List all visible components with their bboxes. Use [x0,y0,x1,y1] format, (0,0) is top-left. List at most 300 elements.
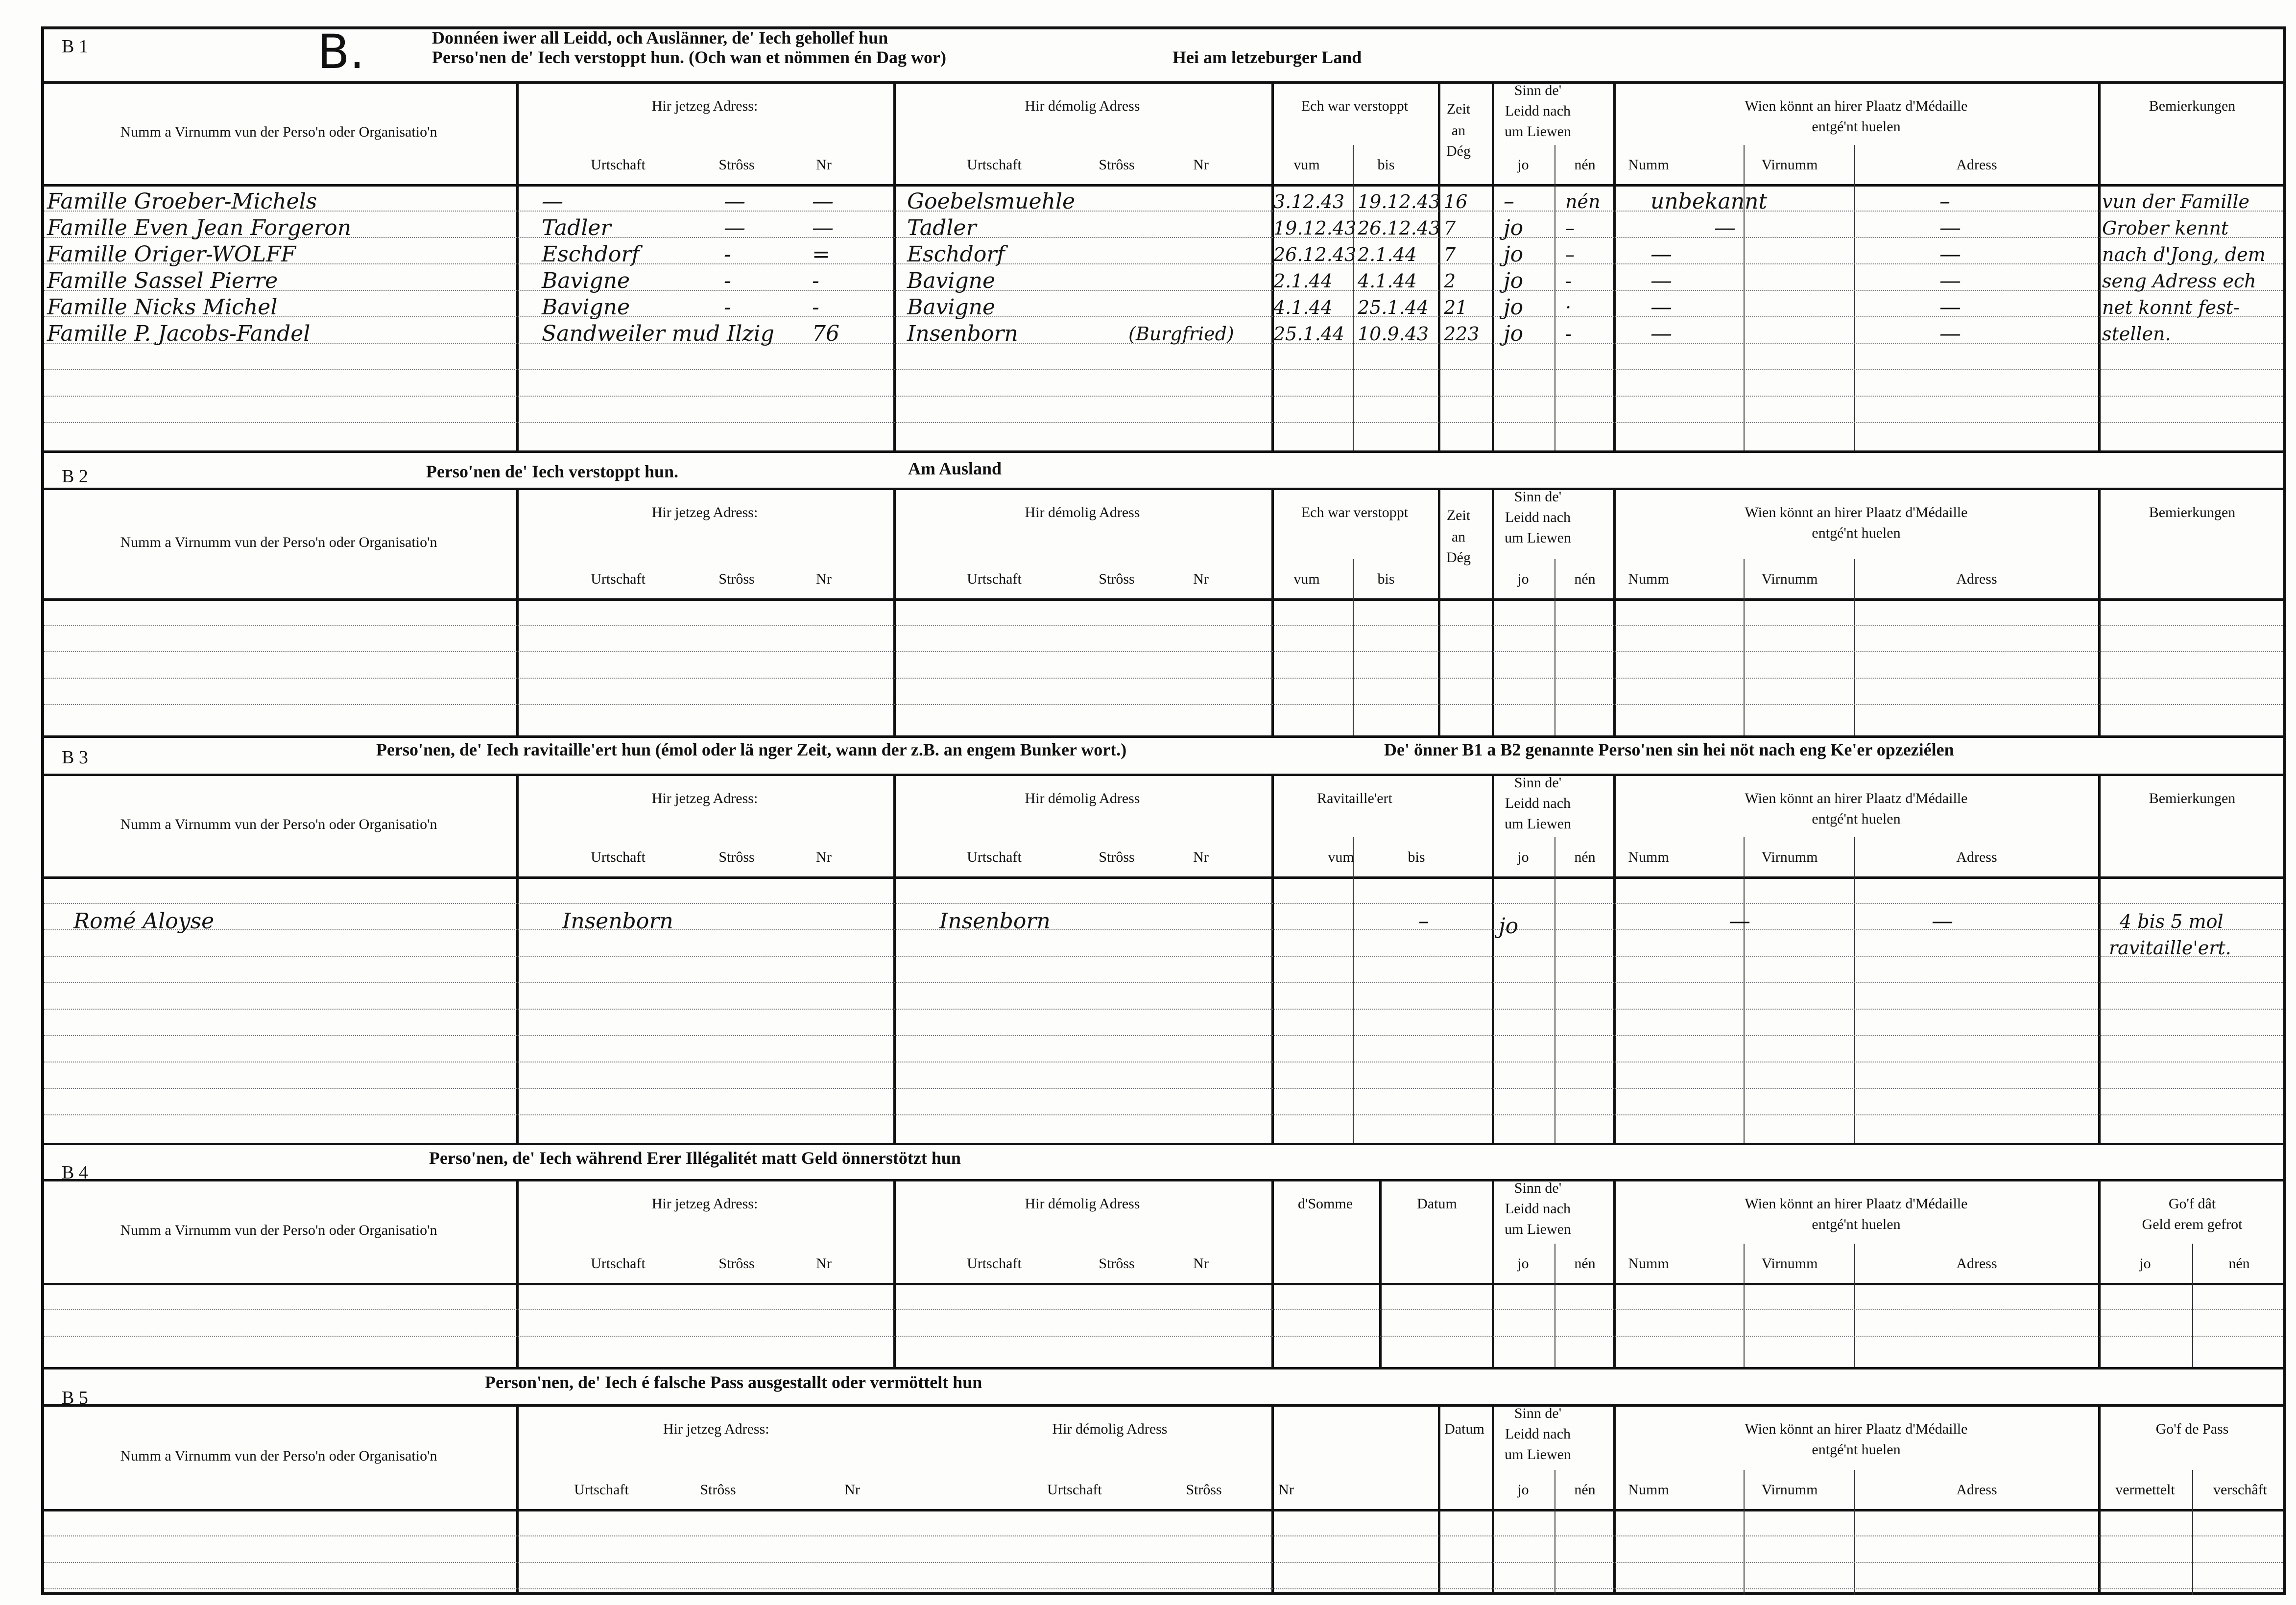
b1-title-line3: Hei am letzeburger Land [1172,47,1362,67]
col-supplied-b3: Ravitaille'ert [1317,790,1392,806]
entry-name: Famille Nicks Michel [47,295,278,320]
col-medal1-b1: Wien könnt an hirer Plaatz d'Médaille [1745,98,1968,114]
col-line-b4-2 [1271,1179,1274,1367]
col-alive3-b5: um Liewen [1505,1446,1571,1463]
col-m-addr-b1: Adress [1956,157,1997,173]
col-medal2-b2: entgé'nt huelen [1812,525,1901,541]
col-m-first-b2: Virnumm [1761,571,1818,587]
entry-yes: jo [1504,321,1524,346]
col-line-b5-2 [1438,1404,1440,1595]
col-money-no-b4: nén [2228,1255,2250,1272]
col-line-b2-3 [1438,488,1440,735]
col-name-b2: Numm a Virnumm vun der Perso'n oder Organisatio'n [120,534,437,550]
col-line-b2-2 [1271,488,1274,735]
entry-town: Bavigne [542,295,630,320]
entry-from: 3.12.43 [1273,191,1345,212]
medal-line-b1-3786 [1854,145,1855,450]
col-line-b5-3 [1492,1404,1494,1595]
col-time1-b2: Zeit [1446,507,1471,523]
col-time3-b2: Dég [1446,549,1471,566]
entry-name: Romé Aloyse [73,909,215,934]
col-yes-b5: jo [1517,1482,1529,1498]
col-money2-b4: Geld erem gefrot [2142,1216,2243,1232]
col-current-addr-b4: Hir jetzeg Adress: [651,1196,758,1212]
col-fstreet-b5: Strôss [1186,1482,1222,1498]
entry-town: Insenborn [562,909,673,934]
medal-line-b4-3786 [1854,1244,1855,1367]
col-town-b4: Urtschaft [591,1255,646,1272]
section-divider-b4 [41,1143,2286,1145]
entry-medal-name: unbekannt [1650,189,1768,214]
b2-title-abroad: Am Ausland [908,459,1002,478]
medal-line-b4-3560 [1744,1244,1745,1367]
col-street-b5: Strôss [700,1482,736,1498]
col-alive3-b2: um Liewen [1505,530,1571,546]
col-nr-b4: Nr [816,1255,832,1272]
entry-former-town: Insenborn [939,909,1051,934]
section-id-b5: B 5 [62,1388,88,1408]
col-no-b1: nén [1574,157,1596,173]
entry-name: Famille Origer-WOLFF [47,242,296,267]
col-name-b1: Numm a Virnumm vun der Perso'n oder Organisatio'n [120,124,437,140]
col-m-name-b4: Numm [1628,1255,1669,1272]
entry-street: - [724,268,731,293]
entry-street: - [724,242,731,267]
col-line-b5-1 [1271,1404,1274,1595]
col-alive1-b1: Sinn de' [1514,82,1562,98]
entry-street: - [724,295,731,320]
col-current-addr-b1: Hir jetzeg Adress: [651,98,758,114]
col-no-b5: nén [1574,1482,1596,1498]
col-to-b2: bis [1377,571,1395,587]
col-ftown-b1: Urtschaft [967,157,1022,173]
ruled-line-b3 [44,1009,2283,1010]
entry-no: - [1565,270,1572,292]
col-from-b1: vum [1293,157,1320,173]
entry-to: 25.1.44 [1358,297,1429,318]
col-former-addr-b1: Hir démolig Adress [1025,98,1140,114]
col-line-b1-5 [1613,81,1616,450]
col-m-addr-b5: Adress [1956,1482,1997,1498]
col-fstreet-b3: Strôss [1099,849,1135,865]
ruled-line-b3 [44,956,2283,957]
col-yes-b3: jo [1517,849,1529,865]
entry-town: Eschdorf [542,242,640,267]
ruled-line-b3 [44,1088,2283,1089]
col-line-b2-5 [1613,488,1616,735]
col-fstreet-b1: Strôss [1099,157,1135,173]
entry-medal-addr: — [1939,242,1961,267]
col-alive1-b5: Sinn de' [1514,1405,1562,1421]
col-time2-b2: an [1451,529,1466,545]
col-remarks-b3: Bemierkungen [2149,790,2236,806]
ruled-line-b5 [44,1535,2283,1536]
col-current-addr-b3: Hir jetzeg Adress: [651,790,758,806]
col-medal1-b3: Wien könnt an hirer Plaatz d'Médaille [1745,790,1968,806]
form-letter: B. [317,24,365,79]
col-alive1-b2: Sinn de' [1514,489,1562,505]
entry-from: 19.12.43 [1273,217,1357,239]
b3-title: Perso'nen, de' Iech ravitaille'ert hun (émol oder lä nger Zeit, wann der z.B. an engem Bunker wort.) [376,740,1127,759]
col-former-addr-b3: Hir démolig Adress [1025,790,1140,806]
entry-nr: - [812,268,819,293]
b1-title-line2: Perso'nen de' Iech verstoppt hun. (Och wan et nömmen én Dag wor) [432,47,946,67]
entry-to: 2.1.44 [1358,244,1417,265]
entry-yes: jo [1504,242,1524,267]
entry-from: 25.1.44 [1273,323,1345,345]
col-line-b4-4 [1492,1179,1494,1367]
b4-title: Perso'nen, de' Iech während Erer Illégalitét matt Geld önnerstötzt hun [429,1148,961,1168]
col-ftown-b4: Urtschaft [967,1255,1022,1272]
entry-medal-name: — [1650,321,1672,346]
col-m-name-b2: Numm [1628,571,1669,587]
entry-to: 19.12.43 [1358,191,1441,212]
entry-to: 4.1.44 [1358,270,1417,292]
col-line-b2-0 [516,488,519,735]
col-line-b4-1 [893,1179,896,1367]
col-fnr-b5: Nr [1278,1482,1294,1498]
col-line-b2-4 [1492,488,1494,735]
entry-days: 21 [1444,297,1468,318]
col-line-b1-1 [893,81,896,450]
entry-medal-first: — [1714,215,1736,240]
entry-former-town: Goebelsmuehle [907,189,1076,214]
entry-days: 7 [1444,217,1456,239]
entry-medal-name: — [1650,268,1672,293]
entry-medal-addr: — [1939,215,1961,240]
medal-line-b2-3786 [1854,559,1855,735]
entry-former-town: Bavigne [907,268,996,293]
col-alive3-b4: um Liewen [1505,1221,1571,1237]
col-no-b3: nén [1574,849,1596,865]
col-alive2-b2: Leidd nach [1505,509,1571,525]
col-yes-b1: jo [1517,157,1529,173]
title-rule-b3 [41,774,2286,776]
col-medal2-b3: entgé'nt huelen [1812,811,1901,827]
col-yes-b2: jo [1517,571,1529,587]
col-money-yes-b4: jo [2139,1255,2151,1272]
col-line-b5-0 [516,1404,519,1595]
entry-medal-first: — [1729,909,1750,934]
col-alive2-b1: Leidd nach [1505,103,1571,119]
col-pass-b5: Go'f de Pass [2155,1421,2229,1437]
medal-line-b3-3560 [1744,837,1745,1143]
col-nr-b1: Nr [816,157,832,173]
col-alive2-b4: Leidd nach [1505,1201,1571,1217]
section-id-b2: B 2 [62,466,88,487]
col-nr-b3: Nr [816,849,832,865]
col-fstreet-b4: Strôss [1099,1255,1135,1272]
col-medal1-b4: Wien könnt an hirer Plaatz d'Médaille [1745,1196,1968,1212]
col-alive2-b3: Leidd nach [1505,795,1571,811]
entry-no: nén [1565,191,1601,212]
fromto-line-b3 [1353,837,1354,1143]
entry-nr: — [812,189,834,214]
b2-title: Perso'nen de' Iech verstoppt hun. [426,462,679,481]
col-fstreet-b2: Strôss [1099,571,1135,587]
col-line-b1-3 [1438,81,1440,450]
last-split-b4 [2192,1244,2193,1367]
header-rule-b3 [41,876,2286,879]
col-line-b4-3 [1379,1179,1382,1367]
col-street-b2: Strôss [718,571,755,587]
section-id-b4: B 4 [62,1162,88,1183]
entry-to: 26.12.43 [1358,217,1441,239]
section-id-b3: B 3 [62,747,88,768]
ruled-line-b5 [44,1588,2283,1589]
col-medal1-b2: Wien könnt an hirer Plaatz d'Médaille [1745,504,1968,520]
b5-title: Person'nen, de' Iech é falsche Pass ausgestallt oder vermöttelt hun [485,1372,982,1392]
title-rule-b2 [41,488,2286,490]
section-id-b1: B 1 [62,36,88,57]
col-fnr-b1: Nr [1193,157,1209,173]
ruled-line-b3 [44,903,2283,904]
entry-days: 2 [1444,270,1456,292]
col-fnr-b2: Nr [1193,571,1209,587]
entry-from: 4.1.44 [1273,297,1333,318]
header-rule-b1 [41,184,2286,187]
col-line-b4-0 [516,1179,519,1367]
col-line-b3-1 [893,774,896,1143]
col-line-b1-6 [2098,81,2101,450]
col-m-first-b5: Virnumm [1761,1482,1818,1498]
col-m-addr-b2: Adress [1956,571,1997,587]
col-fnr-b4: Nr [1193,1255,1209,1272]
entry-former-town: Bavigne [907,295,996,320]
col-town-b2: Urtschaft [591,571,646,587]
header-rule-b4 [41,1283,2286,1285]
entry-medal-addr: — [1939,268,1961,293]
ruled-line-b2 [44,625,2283,626]
ruled-line-b2 [44,678,2283,679]
section-divider-b5 [41,1367,2286,1369]
col-current-addr-b5: Hir jetzeg Adress: [663,1421,769,1437]
col-medal2-b5: entgé'nt huelen [1812,1441,1901,1458]
medal-line-b2-3560 [1744,559,1745,735]
entry-former-town: Insenborn [907,321,1018,346]
col-time3-b1: Dég [1446,143,1471,159]
col-from-b2: vum [1293,571,1320,587]
entry-town: Sandweiler mud Ilzig [542,321,774,346]
col-former-addr-b4: Hir démolig Adress [1025,1196,1140,1212]
col-line-b2-6 [2098,488,2101,735]
col-town-b1: Urtschaft [591,157,646,173]
col-medal2-b4: entgé'nt huelen [1812,1216,1901,1232]
title-rule-b1 [41,81,2286,84]
entry-medal-name: — [1650,242,1672,267]
entry-medal-addr: – [1939,189,1950,214]
b3-title-note: De' önner B1 a B2 genannte Perso'nen sin hei nöt nach eng Ke'er opzeziélen [1384,740,1954,759]
entry-former-street: (Burgfried) [1128,323,1234,345]
entry-to: 10.9.43 [1358,323,1429,345]
col-m-addr-b3: Adress [1956,849,1997,865]
entry-days: 16 [1444,191,1468,212]
entry-no: · [1565,297,1572,318]
entry-yes: jo [1499,914,1519,939]
col-hidden-b1: Ech war verstoppt [1301,98,1409,114]
col-yes-b4: jo [1517,1255,1529,1272]
entry-street: — [724,215,745,240]
col-line-b4-5 [1613,1179,1616,1367]
col-no-b4: nén [1574,1255,1596,1272]
col-street-b3: Strôss [718,849,755,865]
entry-town: Bavigne [542,268,630,293]
entry-name: Famille Sassel Pierre [47,268,278,293]
medal-line-b3-3786 [1854,837,1855,1143]
col-hidden-b2: Ech war verstoppt [1301,504,1409,520]
col-name-b5: Numm a Virnumm vun der Perso'n oder Organisatio'n [120,1448,437,1464]
col-town-b3: Urtschaft [591,849,646,865]
entry-no: – [1565,217,1575,239]
ruled-line-b4 [44,1309,2283,1310]
col-line-b2-1 [893,488,896,735]
entry-remark: 4 bis 5 mol [2120,911,2224,932]
col-current-addr-b2: Hir jetzeg Adress: [651,504,758,520]
entry-yes: jo [1504,268,1524,293]
col-name-b4: Numm a Virnumm vun der Perso'n oder Organisatio'n [120,1222,437,1238]
entry-nr: 76 [812,321,839,346]
header-rule-b2 [41,598,2286,601]
col-ftown-b2: Urtschaft [967,571,1022,587]
col-remarks-b2: Bemierkungen [2149,504,2236,520]
col-name-b3: Numm a Virnumm vun der Perso'n oder Organisatio'n [120,816,437,832]
entry-nr: — [812,215,834,240]
col-m-first-b3: Virnumm [1761,849,1818,865]
col-ftown-b3: Urtschaft [967,849,1022,865]
entry-name: Famille P. Jacobs-Fandel [47,321,311,346]
col-alive1-b4: Sinn de' [1514,1180,1562,1196]
entry-town: — [542,189,563,214]
col-line-b3-4 [1613,774,1616,1143]
col-street-b4: Strôss [718,1255,755,1272]
entry-remark: stellen. [2102,323,2171,345]
col-m-name-b1: Numm [1628,157,1669,173]
col-medal2-b1: entgé'nt huelen [1812,118,1901,135]
col-m-first-b1: Virnumm [1761,157,1818,173]
medal-line-b5-3560 [1744,1470,1745,1595]
col-medal1-b5: Wien könnt an hirer Plaatz d'Médaille [1745,1421,1968,1437]
entry-street: — [724,189,745,214]
entry-remark-2: ravitaille'ert. [2109,937,2231,959]
entry-town: Tadler [542,215,611,240]
ruled-line-b3 [44,1114,2283,1115]
medal-line-b5-3786 [1854,1470,1855,1595]
entry-medal-name: — [1650,295,1672,320]
entry-days: 223 [1444,323,1480,345]
entry-days: 7 [1444,244,1456,265]
col-nr-b2: Nr [816,571,832,587]
col-time2-b1: an [1451,122,1466,139]
col-to-b3: bis [1408,849,1425,865]
entry-medal-addr: — [1939,321,1961,346]
col-line-b3-2 [1271,774,1274,1143]
col-date-b4: Datum [1417,1196,1457,1212]
ruled-line-b1 [44,396,2283,397]
entry-yes: – [1504,189,1514,214]
col-alive1-b3: Sinn de' [1514,775,1562,791]
col-alive2-b5: Leidd nach [1505,1426,1571,1442]
col-date-b5: Datum [1444,1421,1484,1437]
col-alive3-b3: um Liewen [1505,816,1571,832]
col-m-addr-b4: Adress [1956,1255,1997,1272]
entry-yes: jo [1504,215,1524,240]
entry-no: – [1565,244,1575,265]
ruled-line-b3 [44,1035,2283,1036]
entry-remark: vun der Famille [2102,191,2249,212]
entry-remark: Grober kennt [2102,217,2229,239]
col-money1-b4: Go'f dât [2168,1196,2216,1212]
ruled-line-b2 [44,704,2283,705]
col-line-b3-5 [2098,774,2101,1143]
col-fnr-b3: Nr [1193,849,1209,865]
col-former-addr-b2: Hir démolig Adress [1025,504,1140,520]
ruled-line-b1 [44,422,2283,423]
fromto-line-b2 [1353,559,1354,735]
col-m-first-b4: Virnumm [1761,1255,1818,1272]
section-divider-b3 [41,735,2286,738]
entry-medal-addr: — [1932,909,1953,934]
ruled-line-b1 [44,369,2283,370]
entry-remark: net konnt fest- [2102,297,2240,318]
col-no-b2: nén [1574,571,1596,587]
entry-remark: seng Adress ech [2102,270,2256,292]
col-line-b5-5 [2098,1404,2101,1595]
entry-nr: = [812,242,830,267]
title-rule-b4 [41,1179,2286,1181]
col-ftown-b5: Urtschaft [1047,1482,1102,1498]
col-line-b1-4 [1492,81,1494,450]
col-line-b4-6 [2098,1179,2101,1367]
entry-name: Famille Even Jean Forgeron [47,215,352,240]
entry-from: 26.12.43 [1273,244,1357,265]
col-line-b3-3 [1492,774,1494,1143]
col-former-addr-b5: Hir démolig Adress [1052,1421,1168,1437]
col-alive3-b1: um Liewen [1505,123,1571,140]
last-split-b5 [2192,1470,2193,1595]
col-procured-b5: verschâft [2213,1482,2267,1498]
fromto-line-b1 [1353,145,1354,450]
col-m-name-b3: Numm [1628,849,1669,865]
ruled-line-b2 [44,651,2283,652]
col-remarks-b1: Bemierkungen [2149,98,2236,114]
col-street-b1: Strôss [718,157,755,173]
ruled-line-b3 [44,982,2283,983]
col-line-b1-0 [516,81,519,450]
entry-former-town: Tadler [907,215,977,240]
col-time1-b1: Zeit [1446,101,1471,117]
col-nr-b5: Nr [844,1482,860,1498]
entry-from: 2.1.44 [1273,270,1333,292]
b1-title-line1: Donnéen iwer all Leidd, och Auslänner, de' Iech gehollef hun [432,28,888,47]
entry-no: - [1565,323,1572,345]
entry-medal-addr: — [1939,295,1961,320]
col-from-b3: vum [1328,849,1354,865]
col-line-b3-0 [516,774,519,1143]
ruled-line-b4 [44,1336,2283,1337]
col-line-b5-4 [1613,1404,1616,1595]
entry-former-town: Eschdorf [907,242,1005,267]
entry-nr: - [812,295,819,320]
ruled-line-b5 [44,1562,2283,1563]
entry-to: – [1418,909,1429,934]
entry-name: Famille Groeber-Michels [47,189,317,214]
header-rule-b5 [41,1509,2286,1511]
title-rule-b5 [41,1404,2286,1407]
col-mediated-b5: vermettelt [2115,1482,2175,1498]
col-sum-b4: d'Somme [1297,1196,1353,1212]
col-m-name-b5: Numm [1628,1482,1669,1498]
col-town-b5: Urtschaft [574,1482,629,1498]
